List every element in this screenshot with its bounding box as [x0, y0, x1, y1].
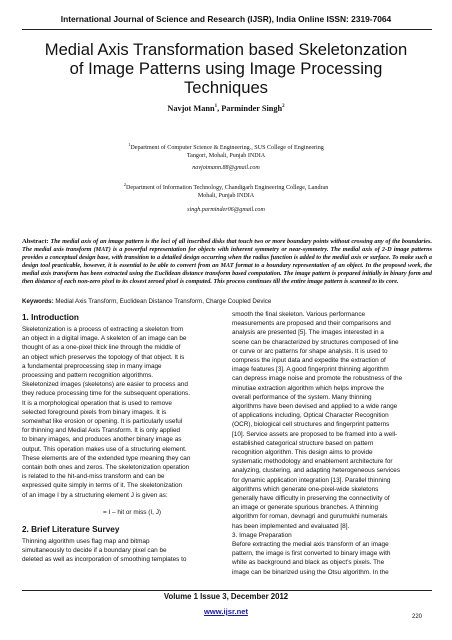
affiliation-2-line-1: Department of Information Technology, Chandigarh Engineering College, Landran [125, 185, 329, 192]
abstract [22, 238, 432, 286]
paper-title [30, 40, 422, 97]
right-line: recognition algorithm. This design aims to provide [232, 449, 373, 457]
right-line: smooth the final skeleton. Various performance [232, 311, 366, 318]
affiliation-2 [40, 181, 412, 200]
right-line: has been implemented and evaluated [8]. [232, 522, 350, 530]
right-line: pattern, the image is first converted to binary image with [232, 550, 391, 558]
right-line: algorithm for roman, devnagri and gurumukhi numerals [232, 513, 388, 521]
author-1: Navjot Mann [167, 104, 215, 113]
right-line: systematic methodology and enablement architecture for [232, 458, 393, 466]
keywords-text: Medial Axis Transform, Euclidean Distance Transform, Charge Coupled Device [53, 298, 272, 305]
section-1-line: for thinning and Medial Axis Transform. It is only applied [22, 427, 181, 435]
section-1-line: of an image I by a structuring element J is given as: [22, 491, 168, 499]
header-rule [22, 29, 432, 30]
affiliation-1-line-1: Department of Computer Science & Engineering., SUS College of Engineering [130, 145, 324, 152]
right-line: white as background and black as object’s pixels. The [232, 559, 385, 567]
affiliation-2-sup: 2 [123, 182, 126, 187]
abstract-label: Abstract: [22, 238, 49, 245]
right-line: 3. Image Preparation [232, 531, 292, 539]
section-2-line: deleted as well as incorporation of smoothing templates to [22, 556, 187, 564]
section-1-line: to binary images, and produces another binary image as [22, 436, 182, 444]
right-column [232, 310, 432, 577]
right-line: analyzing, clustering, and adapting heterogeneous services [232, 467, 401, 475]
author-2: Parminder Singh [221, 104, 283, 113]
affiliation-1 [40, 141, 412, 160]
right-line: can depress image noise and promote the robustness of the [232, 375, 403, 383]
section-2-line: simultaneously to decide if a boundary pixel can be [22, 547, 167, 555]
right-line: Before extracting the medial axis transform of an image [232, 541, 389, 549]
right-line: measurements are proposed and their comparisons and [232, 320, 391, 328]
right-line: minutiae extraction algorithm which helps improve the [232, 384, 385, 392]
right-line: compress the input data and expedite the extraction of [232, 357, 386, 365]
section-1-line: These elements are of the extended type meaning they can [22, 454, 191, 462]
page-number: 220 [412, 614, 423, 620]
section-1-line: contain both ones and zeros. The skeletonization operation [22, 464, 190, 472]
section-1-heading: 1. Introduction [22, 313, 79, 322]
footer-rule [22, 590, 432, 591]
volume-issue: Volume 1 Issue 3, December 2012 [163, 592, 289, 601]
right-line: analysis are presented [5]. The images interested in a [232, 329, 384, 337]
title-line-1: Medial Axis Transformation based Skeletonzation [44, 40, 408, 59]
keywords-label: Keywords: [22, 298, 54, 305]
section-1-line: expressed quite simply in terms of it. The skeletonization [22, 482, 183, 490]
section-1-line: an object in a digital image. A skeleton of an image can be [22, 335, 187, 343]
section-2-line: Thinning algorithm uses flag map and bitmap [22, 537, 150, 545]
right-line: an image or generate spurious branches. A thinning [232, 504, 379, 512]
right-line: algorithms which generate one-pixel-wide skeletons [232, 485, 379, 493]
section-1-line: is related to the hit-and-miss transform and can be [22, 473, 165, 481]
section-1-line: Skeletonized images (skeletons) are easier to process and [22, 381, 188, 389]
right-line: (OCR), biological cell structures and fingerprint patterns [232, 421, 390, 429]
right-column-body [232, 310, 432, 577]
section-1-line: an object which preserves the topology of that object. It is [22, 353, 185, 361]
right-line: for dynamic application integration [13]. Parallel thinning [232, 476, 391, 484]
left-column [22, 313, 222, 564]
right-line: established categorical structure based on pattern [232, 439, 374, 447]
keywords [22, 298, 432, 305]
journal-website-link[interactable]: www.ijsr.net [203, 607, 249, 616]
author-separator: , [217, 104, 222, 113]
right-line: generally have difficulty in preserving the connectivity of [232, 495, 390, 503]
affiliation-1-sup: 1 [128, 142, 131, 147]
section-1-line: they reduce processing time for the subsequent operations. [22, 390, 191, 398]
affiliation-2-line-2: Mohali, Punjab INDIA [197, 193, 255, 200]
section-1-line: It is a morphological operation that is used to remove [22, 399, 172, 407]
section-1-line: thought of as a one-pixel thick line through the middle of [22, 344, 181, 352]
title-line-2: of Image Patterns using Image Processing [69, 59, 383, 78]
section-1-body [22, 325, 222, 500]
right-line: of applications including, Optical Character Recognition [232, 412, 389, 420]
journal-header: International Journal of Science and Research (IJSR), India Online ISSN: 2319-7064 [60, 14, 392, 24]
section-2-heading: 2. Brief Literature Survey [22, 524, 120, 534]
right-line: algorithms have been devised and applied to a wide range [232, 403, 398, 411]
section-1-line: output. This operation makes use of a structuring element. [22, 445, 187, 453]
right-line: scene can be characterized by structures composed of line [232, 338, 399, 346]
author-list [0, 104, 452, 113]
right-line: [10]. Service assets are proposed to be framed into a well- [232, 430, 398, 438]
affiliation-1-line-2: Tangori, Mohali, Punjab INDIA [186, 153, 266, 160]
right-line: image can be binarized using the Otsu algorithm. In the [232, 568, 389, 576]
title-line-3: Techniques [184, 78, 268, 97]
skeleton-formula: = I – hit or miss (I, J) [102, 508, 162, 516]
author-1-sup: 1 [214, 104, 218, 110]
right-line: image features [3]. A good fingerprint thinning algorithm [232, 366, 389, 374]
section-1-line: a fundamental preprocessing step in many image [22, 362, 162, 370]
section-1-line: selected foreground pixels from binary images. It is [22, 408, 167, 416]
abstract-text: The medial axis of an image pattern is the loci of all inscribed disks that touch two or more boundary points without crossing any of the boundaries. The medial axis transform (MAT) is a powerful representation for objects with inherent symmetry or near-symmetry. The medial axis of 2-D image patterns provides a conceptual design base, with transition to a detailed design occurring when the radius function is added to the medial axis or surface. To make such a design tool practicable, however, it is essential to be able to convert from an MAT format to a boundary representation of an object. In the proposed work, the medial axis transform has been extracted using the Euclidean distance transform based computation. The image pattern is prepared initially in binary form and then distance of each non-zero pixel to its closest zeroed pixel is computed. This process continues till the entire image pattern is scanned to its core. [22, 238, 432, 285]
section-2-body [22, 537, 222, 565]
section-1-line: processing and pattern recognition algorithms. [22, 372, 154, 380]
author-2-sup: 2 [282, 104, 285, 110]
section-1-line: Skeletonization is a process of extracting a skeleton from [22, 326, 184, 333]
section-1-line: somewhat like erosion or opening. It is particularly useful [22, 418, 183, 426]
affiliation-2-email: singh.parminder06@gmail.com [187, 207, 265, 213]
affiliation-1-email: navjotmann.88@gmail.com [192, 165, 260, 171]
right-line: or curve or arc patterns for shape analysis. It is used to [232, 347, 388, 355]
right-line: overall performance of the system. Many thinning [232, 393, 372, 401]
